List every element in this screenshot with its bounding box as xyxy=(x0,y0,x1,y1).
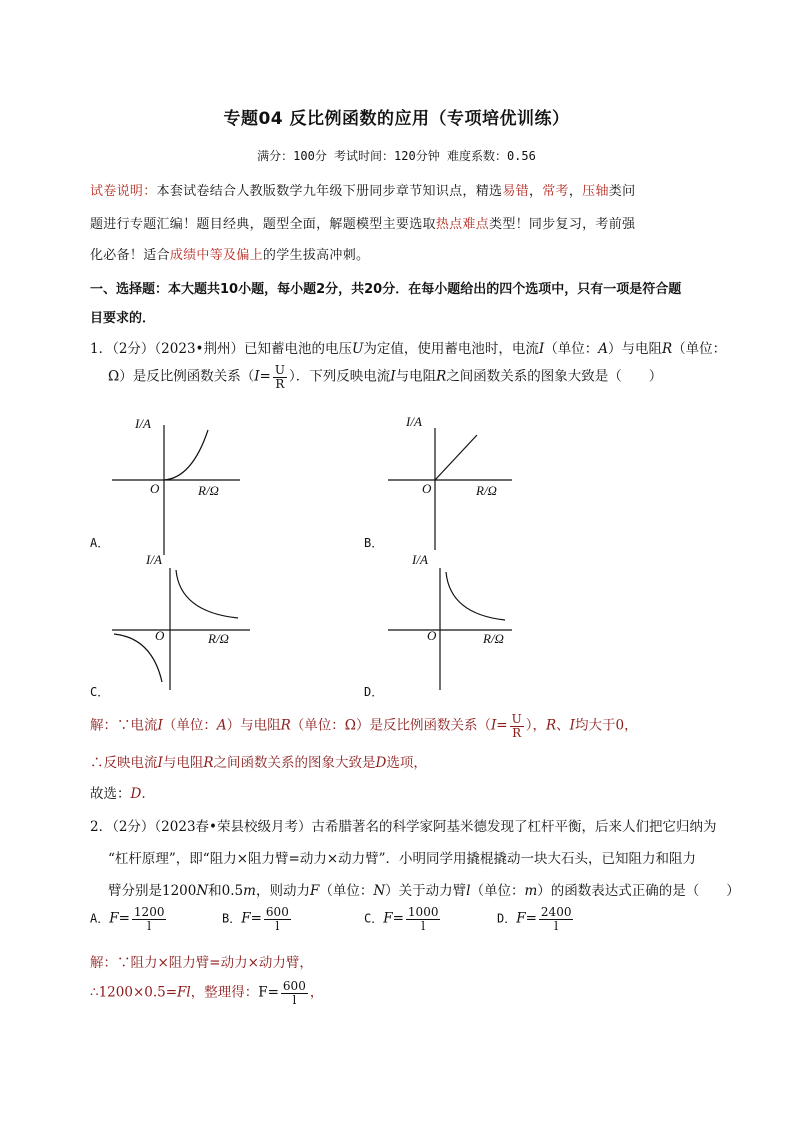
q1-formula-fraction: $\frac{U}{R}$ xyxy=(274,363,285,391)
q2-option-c[interactable]: C．F= $\frac{1000}{l}$ xyxy=(364,905,439,933)
graph-b-ylabel: I/A xyxy=(406,414,422,429)
graph-c-xlabel: R/Ω xyxy=(208,631,229,646)
q2-stem-line-2: “杠杆原理”，即“阻力×阻力臂=动力×动力臂”．小明同学用撬棍撬动一块大石头，已知阻力和阻力 xyxy=(108,851,697,867)
exam-meta: 满分：100分 考试时间：120分钟 难度系数：0.56 xyxy=(257,149,536,163)
graph-a-origin: O xyxy=(150,481,160,496)
q2-option-d[interactable]: D．F= $\frac{2400}{l}$ xyxy=(497,905,572,933)
graph-b-line xyxy=(435,435,477,480)
q2-stem-line-1: 2．（2分）（2023春•荣县校级月考）古希腊著名的科学家阿基米德发现了杠杆平衡，后来人们把它归纳为 xyxy=(90,819,717,835)
q1-stem-line-2: Ω）是反比例函数关系（I= $\frac{U}{R}$ ）．下列反映电流I与电阻R之间函数关系的图象大致是（ ） xyxy=(108,363,663,391)
graph-d-curve xyxy=(446,572,505,620)
intro-line-1: 试卷说明：本套试卷结合人教版数学九年级下册同步章节知识点，精选易错，常考，压轴类问 xyxy=(90,184,636,199)
graph-b-origin: O xyxy=(422,481,432,496)
intro-line-3: 化必备！适合成绩中等及偏上的学生拔高冲刺。 xyxy=(90,248,370,263)
page-title: 专题04 反比例函数的应用（专项培优训练） xyxy=(223,109,570,129)
q1-stem-line-1: 1．（2分）（2023•荆州）已知蓄电池的电压U为定值，使用蓄电池时，电流I（单位：A）与电阻R（单位： xyxy=(90,341,727,357)
q1-solution-fraction: $\frac{U}{R}$ xyxy=(511,712,522,740)
graph-c-origin: O xyxy=(155,628,165,643)
intro-line-2: 题进行专题汇编！题目经典，题型全面，解题模型主要选取热点难点类型！同步复习，考前强 xyxy=(90,217,636,232)
graph-d-xlabel: R/Ω xyxy=(483,631,504,646)
graph-d-ylabel: I/A xyxy=(412,552,428,567)
q1-option-b-label[interactable]: B． xyxy=(364,536,384,550)
graph-b xyxy=(388,414,512,550)
q2-solution-line-2: ∴1200×0.5=Fl，整理得：F= $\frac{600}{l}$ ， xyxy=(90,979,324,1007)
graph-c xyxy=(112,552,250,690)
graph-d xyxy=(388,552,512,690)
graph-b-xlabel: R/Ω xyxy=(476,483,497,498)
q1-graphs xyxy=(100,400,700,700)
graph-a-xlabel: R/Ω xyxy=(198,483,219,498)
q2-solution-line-1: 解：∵阻力×阻力臂=动力×动力臂， xyxy=(90,955,313,971)
q1-option-a-label[interactable]: A． xyxy=(90,536,110,550)
graph-d-origin: O xyxy=(427,628,437,643)
section-header-line-2: 目要求的． xyxy=(90,311,156,326)
graph-c-curve-q1 xyxy=(176,570,238,618)
q1-option-c-label[interactable]: C． xyxy=(90,685,110,699)
graph-a-curve xyxy=(164,430,208,480)
section-header-line-1: 一、选择题：本大题共10小题，每小题2分，共20分．在每小题给出的四个选项中，只有一项是符合题 xyxy=(90,282,682,297)
q2-stem-line-3: 臂分别是1200N和0.5m，则动力F（单位：N）关于动力臂l（单位：m）的函数表达式正确的是（ ） xyxy=(108,883,740,899)
q1-final-answer: 故选：D. xyxy=(90,786,146,802)
intro-label: 试卷说明： xyxy=(90,184,157,199)
q2-option-a[interactable]: A．F= $\frac{1200}{l}$ xyxy=(90,905,165,933)
q1-solution-line-2: ∴反映电流I与电阻R之间函数关系的图象大致是D选项， xyxy=(90,755,427,771)
graph-c-ylabel: I/A xyxy=(146,552,162,567)
q1-solution-line-1: 解：∵电流I（单位：A）与电阻R（单位：Ω）是反比例函数关系（I= $\frac{U}{R}$ ），R、I均大于0， xyxy=(90,712,638,740)
graph-a-ylabel: I/A xyxy=(135,416,151,431)
q2-option-b[interactable]: B．F= $\frac{600}{l}$ xyxy=(222,905,289,933)
q1-option-d-label[interactable]: D． xyxy=(364,685,384,699)
graph-a xyxy=(112,416,240,555)
